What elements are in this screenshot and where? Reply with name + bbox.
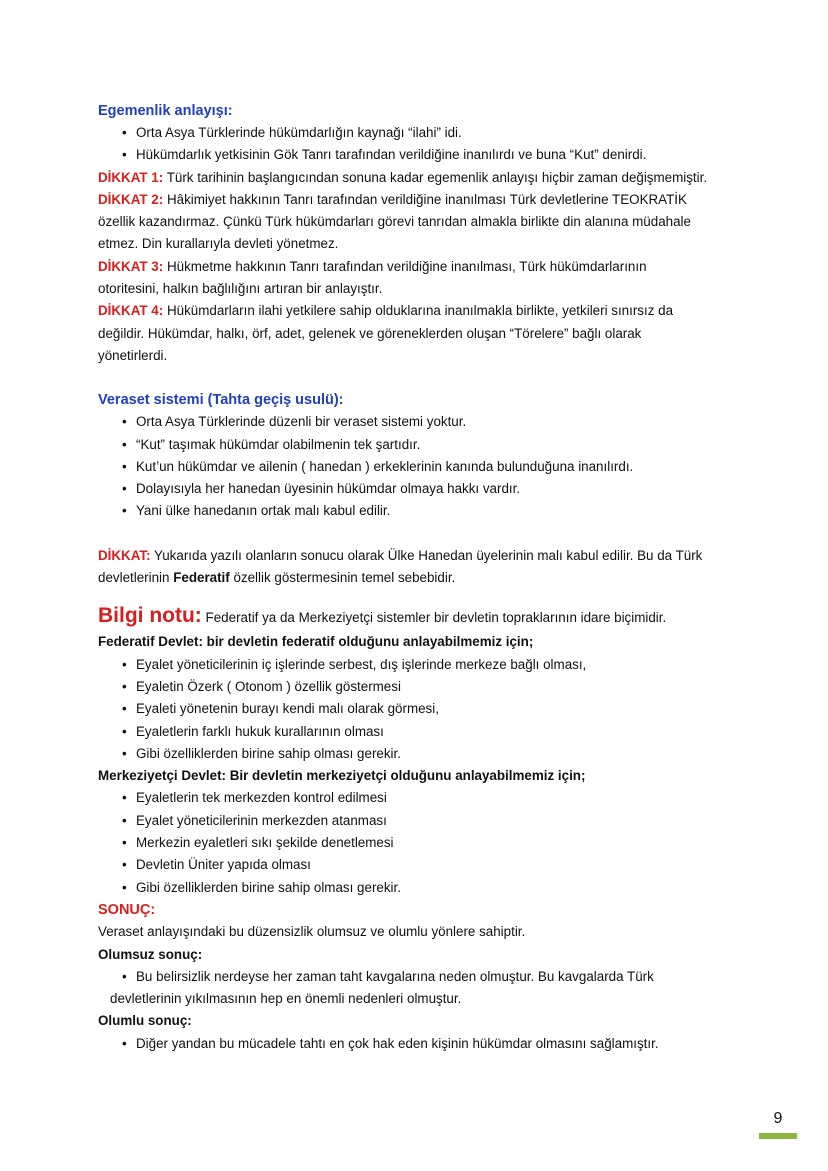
spacer [98, 367, 738, 389]
list-item: • Merkezin eyaletleri sıkı şekilde denetlemesi [98, 832, 738, 854]
dikkat-label: DİKKAT: [98, 547, 151, 563]
dikkat-3-line: otoritesini, halkın bağlılığını artıran bir anlayıştır. [98, 281, 383, 297]
dikkat-text: Hükümdarların ilahi yetkilere sahip olduklarına inanılmakla birlikte, yetkileri sınırsız da [166, 303, 674, 319]
dikkat-4-line: yönetirlerdi. [98, 347, 168, 363]
merkeziyetci-heading: Merkeziyetçi Devlet: Bir devletin merkeziyetçi olduğunu anlayabilmemiz için; [98, 768, 586, 784]
bilgi-notu-title: Bilgi notu: [98, 604, 202, 628]
dikkat-2-line: özellik kazandırmaz. Çünkü Türk hükümdarları görevi tanrıdan almakla birlikte din alanına müdahale [98, 214, 691, 230]
dikkat-1 [98, 167, 738, 189]
dikkat-text: Türk tarihinin başlangıcından sonuna kadar egemenlik anlayışı hiçbir zaman değişmemiştir. [166, 169, 708, 185]
dikkat-2-line: etmez. Din kurallarıyla devleti yönetmez. [98, 236, 339, 252]
list-item: • Orta Asya Türklerinde hükümdarlığın kaynağı “ilahi” idi. [98, 122, 738, 144]
list-item: • Orta Asya Türklerinde düzenli bir veraset sistemi yoktur. [98, 411, 738, 433]
list-item: • Eyaletlerin tek merkezden kontrol edilmesi [98, 787, 738, 809]
bilgi-notu-text: Federatif ya da Merkeziyetçi sistemler bir devletin topraklarının idare biçimidir. [205, 610, 667, 626]
list-item: • Eyaletlerin farklı hukuk kurallarının olması [98, 721, 738, 743]
sonuc-heading: SONUÇ: [98, 901, 156, 918]
veraset-dikkat [98, 545, 738, 567]
list-item: • Diğer yandan bu mücadele tahtı en çok hak eden kişinin hükümdar olmasını sağlamıştır. [98, 1033, 738, 1055]
dikkat-4 [98, 300, 738, 322]
veraset-dikkat-line [98, 567, 738, 589]
dikkat-text: Hükmetme hakkının Tanrı tarafından verildiğine inanılması, Türk hükümdarlarının [166, 258, 647, 274]
list-item: • “Kut” taşımak hükümdar olabilmenin tek şartıdır. [98, 434, 738, 456]
dikkat-4-line: değildir. Hükümdar, halkı, örf, adet, gelenek ve göreneklerden oluşan “Törelere” bağlı olarak [98, 325, 642, 341]
federatif-heading: Federatif Devlet: bir devletin federatif olduğunu anlayabilmemiz için; [98, 634, 534, 650]
list-item-continuation: devletlerinin yıkılmasının hep en önemli nedenleri olmuştur. [110, 991, 462, 1007]
dikkat-text: Hâkimiyet hakkının Tanrı tarafından verildiğine inanılması Türk devletlerine TEOKRATİK [166, 191, 687, 207]
spacer [98, 589, 738, 603]
egemenlik-heading: Egemenlik anlayışı: [98, 103, 233, 119]
list-item: • Bu belirsizlik nerdeyse her zaman taht kavgalarına neden olmuştur. Bu kavgalarda Türk [98, 966, 738, 988]
dikkat-label: DİKKAT 2: [98, 191, 164, 207]
dikkat-text: Yukarıda yazılı olanların sonucu olarak Ülke Hanedan üyelerinin malı kabul edilir. Bu da Türk [154, 547, 703, 563]
dikkat-label: DİKKAT 3: [98, 258, 164, 274]
list-item: • Eyalet yöneticilerinin merkezden atanması [98, 810, 738, 832]
list-item: • Devletin Üniter yapıda olması [98, 854, 738, 876]
text-span: özellik göstermesinin temel sebebidir. [229, 570, 456, 586]
list-item: • Eyalet yöneticilerinin iç işlerinde serbest, dış işlerinde merkeze bağlı olması, [98, 654, 738, 676]
page-number-bar [759, 1133, 797, 1139]
list-item: • Yani ülke hanedanın ortak malı kabul edilir. [98, 500, 738, 522]
dikkat-label: DİKKAT 1: [98, 169, 164, 185]
list-item: • Gibi özelliklerden birine sahip olması gerekir. [98, 877, 738, 899]
text-span: devletlerinin [98, 570, 174, 586]
dikkat-3 [98, 256, 738, 278]
dikkat-2 [98, 189, 738, 211]
federatif-bold: Federatif [173, 570, 230, 586]
dikkat-label: DİKKAT 4: [98, 303, 164, 319]
page-number: 9 [773, 1110, 783, 1127]
veraset-heading: Veraset sistemi (Tahta geçiş usulü): [98, 392, 344, 409]
list-item: • Eyaletin Özerk ( Otonom ) özellik göstermesi [98, 676, 738, 698]
olumsuz-heading: Olumsuz sonuç: [98, 946, 203, 962]
bilgi-notu [98, 603, 738, 631]
document-page [98, 100, 738, 1055]
olumlu-heading: Olumlu sonuç: [98, 1013, 192, 1029]
list-item: • Gibi özelliklerden birine sahip olması gerekir. [98, 743, 738, 765]
list-item: • Dolayısıyla her hanedan üyesinin hükümdar olmaya hakkı vardır. [98, 478, 738, 500]
spacer [98, 523, 738, 545]
list-item: • Kut’un hükümdar ve ailenin ( hanedan ) erkeklerinin kanında bulunduğuna inanılırdı. [98, 456, 738, 478]
list-item: • Eyaleti yönetenin burayı kendi malı olarak görmesi, [98, 698, 738, 720]
list-item: • Hükümdarlık yetkisinin Gök Tanrı tarafından verildiğine inanılırdı ve buna “Kut” denirdi. [98, 144, 738, 166]
sonuc-text: Veraset anlayışındaki bu düzensizlik olumsuz ve olumlu yönlere sahiptir. [98, 924, 526, 940]
